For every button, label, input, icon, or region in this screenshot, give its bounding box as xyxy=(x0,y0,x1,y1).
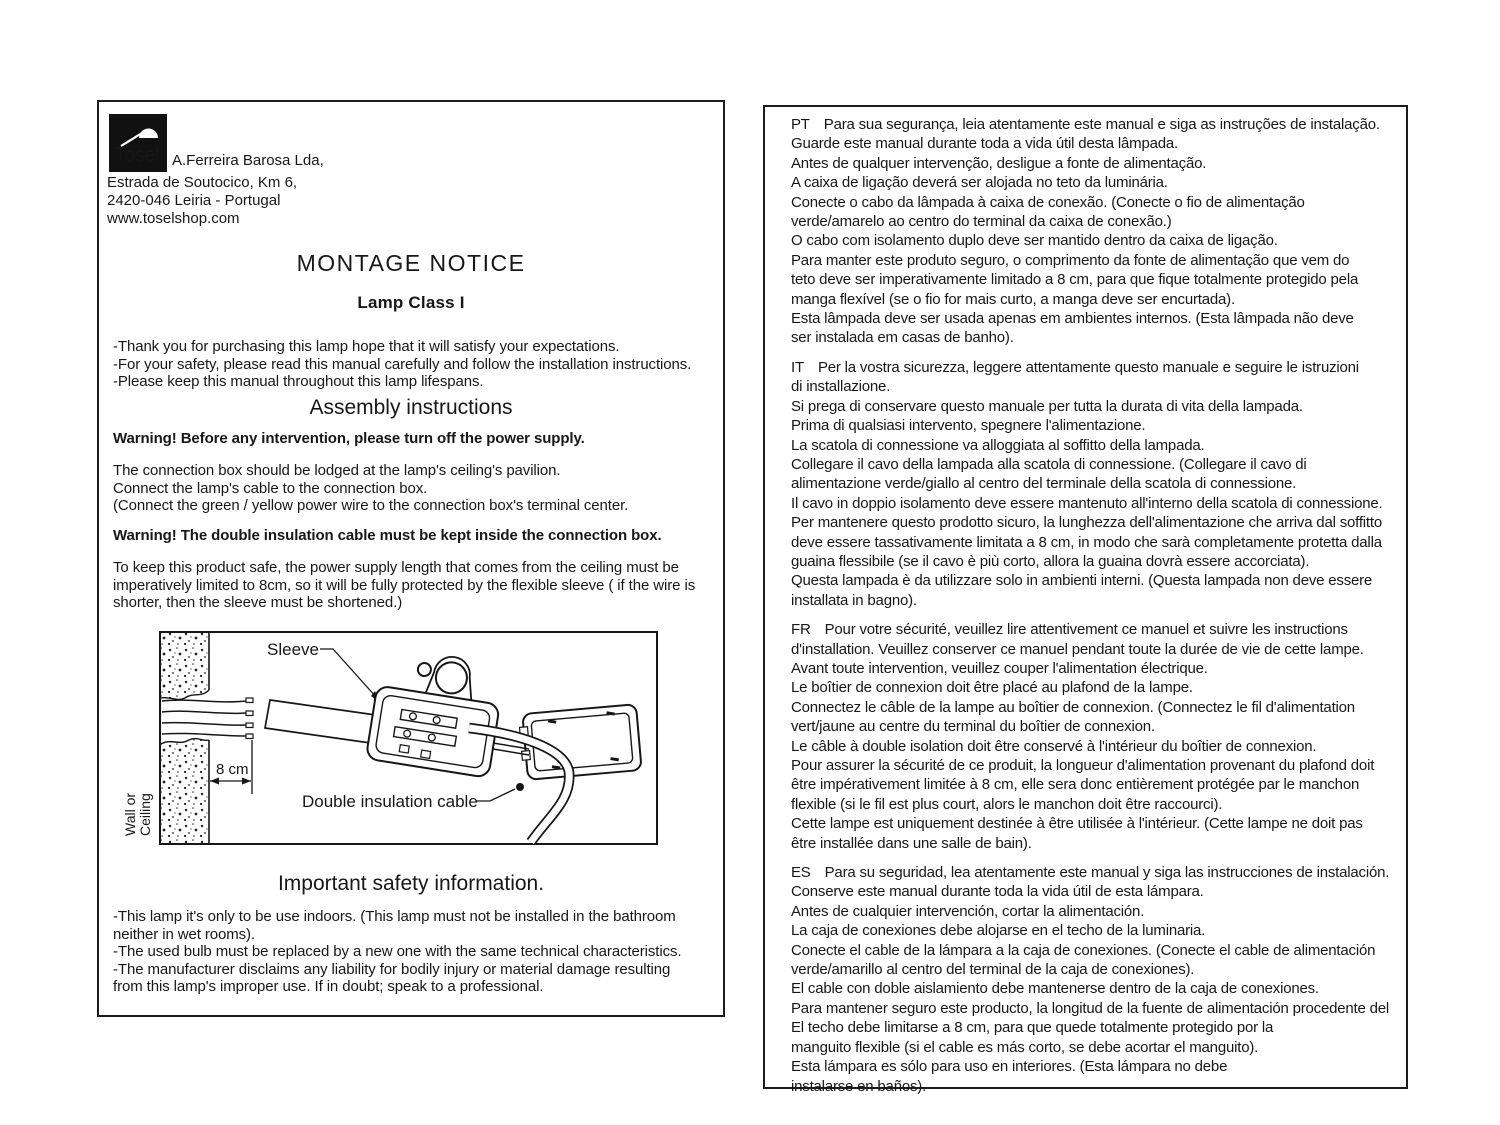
text-line: flexible (si le fil est plus court, alors le manchon doit être raccourci). xyxy=(791,795,1223,813)
sleeve-label: Sleeve xyxy=(267,640,319,659)
text-line: alimentazione verde/giallo al centro del terminale della scatola di connessione. xyxy=(791,475,1297,493)
text-line: Antes de cualquier intervención, cortar la alimentación. xyxy=(791,902,1145,920)
text-line: Collegare il cavo della lampada alla scatola di connessione. (Collegare il cavo di xyxy=(791,455,1307,473)
text-line: être installée dans une salle de bain). xyxy=(791,834,1032,852)
cable-label: Double insulation cable xyxy=(302,792,478,811)
text-line: Connect the lamp's cable to the connection box. xyxy=(113,479,428,497)
text-line: -This lamp it's only to be use indoors. (This lamp must not be installed in the bathroom xyxy=(113,908,676,925)
safety-paragraph xyxy=(113,908,681,996)
text-line: -Please keep this manual throughout this lamp lifespans. xyxy=(113,373,484,391)
tosel-logo-icon xyxy=(109,114,167,172)
section-first-line: Para su seguridad, lea atentamente este manual y siga las instrucciones de instalación. xyxy=(824,864,1390,882)
logo-text: Tosel xyxy=(115,145,160,166)
text-line: O cabo com isolamento duplo deve ser mantido dentro da caixa de ligação. xyxy=(791,232,1278,250)
language-code: ES xyxy=(791,864,811,882)
dimension-label: 8 cm xyxy=(216,761,249,778)
section-first-line: Para sua segurança, leia atentamente este manual e siga as instruções de instalação. xyxy=(823,116,1380,133)
intro-paragraph xyxy=(113,338,691,391)
text-line: deve essere tassativamente limitata a 8 cm, in modo che sarà completamente protetta dalla xyxy=(791,533,1382,551)
text-line: Avant toute intervention, veuillez couper l'alimentation électrique. xyxy=(791,659,1208,677)
text-line: être impérativement limitée à 8 cm, elle sera donc entièrement protégée par le manchon xyxy=(791,776,1360,794)
text-line: neither in wet rooms). xyxy=(113,925,256,943)
company-address xyxy=(107,174,297,228)
text-line: teto deve ser imperativamente limitado a 8 cm, para que fique totalmente protegido pela xyxy=(791,271,1359,289)
safety-heading: Important safety information. xyxy=(277,872,545,895)
installation-diagram xyxy=(119,630,659,852)
text-line: from this lamp's improper use. If in doubt; speak to a professional. xyxy=(113,978,544,996)
text-line: Per mantenere questo prodotto sicuro, la lunghezza dell'alimentazione che arriva dal soffitto xyxy=(791,514,1383,532)
text-line: shorter, then the sleeve must be shortened.) xyxy=(113,594,403,612)
text-line xyxy=(791,620,1390,639)
text-line: -Thank you for purchasing this lamp hope that it will satisfy your expectations. xyxy=(113,338,620,355)
text-line: Si prega di conservare questo manuale per tutta la durata di vita della lampada. xyxy=(791,397,1303,415)
sleeve-leader-line xyxy=(320,649,377,698)
cable-leader-line xyxy=(476,789,515,801)
terminal-screw-icon xyxy=(403,730,411,738)
installation-diagram-drawing xyxy=(119,630,659,847)
text-line: www.toselshop.com xyxy=(107,210,240,227)
text-line: instalarse en baños). xyxy=(791,1077,927,1095)
section-lines xyxy=(791,377,1390,610)
text-line: Il cavo in doppio isolamento deve essere mantenuto all'interno della scatola di connessione. xyxy=(791,494,1383,512)
text-line: El techo debe limitarse a 8 cm, para que quede totalmente protegido por la xyxy=(791,1019,1274,1037)
terminal-screw-icon xyxy=(428,734,436,742)
assembly-heading: Assembly instructions xyxy=(309,396,513,419)
text-line: Para mantener seguro este producto, la longitud de la fuente de alimentación procedente del xyxy=(791,999,1390,1017)
section-first-line: Pour votre sécurité, veuillez lire attentivement ce manuel et suivre les instructions xyxy=(824,621,1348,639)
text-line: La caja de conexiones debe alojarse en el techo de la luminaria. xyxy=(791,922,1206,940)
cable-pointer-dot xyxy=(516,783,524,791)
text-line: ser instalada em casas de banho). xyxy=(791,329,1014,347)
text-line: (Connect the green / yellow power wire to the connection box's terminal center. xyxy=(113,497,629,515)
page-title: MONTAGE NOTICE xyxy=(296,250,526,276)
supply-length-paragraph xyxy=(113,559,695,612)
section-italian xyxy=(791,358,1390,610)
text-line: Conecte o cabo da lâmpada à caixa de conexão. (Conecte o fio de alimentação xyxy=(791,193,1305,211)
translations-panel xyxy=(763,105,1408,1095)
text-line: To keep this product safe, the power supply length that comes from the ceiling must be xyxy=(113,559,679,576)
text-line: Esta lâmpada deve ser usada apenas em ambientes internos. (Esta lâmpada não deve xyxy=(791,310,1354,328)
text-line: Guarde este manual durante toda a vida útil desta lâmpada. xyxy=(791,135,1178,153)
wall-or-ceiling-label: Wall or Ceiling xyxy=(122,792,153,836)
section-first-line: Per la vostra sicurezza, leggere attentamente questo manuale e seguire le istruzioni xyxy=(817,358,1359,376)
text-line: -The used bulb must be replaced by a new one with the same technical characteristics. xyxy=(113,943,682,961)
text-line: The connection box should be lodged at the lamp's ceiling's pavilion. xyxy=(113,462,561,479)
text-line: Conserve este manual durante toda la vida útil de esta lámpara. xyxy=(791,883,1204,901)
small-ring-icon xyxy=(417,662,432,677)
text-line: Esta lámpara es sólo para uso en interiores. (Esta lámpara no debe xyxy=(791,1058,1228,1076)
lamp-class-subtitle: Lamp Class I xyxy=(357,293,465,312)
language-code: IT xyxy=(791,358,804,376)
connection-box xyxy=(366,646,506,778)
section-spanish xyxy=(791,863,1390,1096)
text-line: Le câble à double isolation doit être conservé à l'intérieur du boîtier de connexion. xyxy=(791,737,1317,755)
text-line: d'installation. Veuillez conserver ce manuel pendant toute la durée de vie de cette lampe. xyxy=(791,640,1364,658)
terminal-screw-icon xyxy=(433,716,441,724)
text-line: Estrada de Soutocico, Km 6, xyxy=(107,174,298,191)
text-line: Para manter este produto seguro, o comprimento da fonte de alimentação que vem do xyxy=(791,251,1350,269)
wall-hatch xyxy=(161,633,209,843)
text-line: -The manufacturer disclaims any liability for bodily injury or material damage resulting xyxy=(113,960,671,978)
section-lines xyxy=(791,134,1390,347)
text-line xyxy=(791,115,1390,134)
text-line: manguito flexible (si el cable es más corto, se debe acortar el manguito). xyxy=(791,1038,1259,1056)
text-line: manga flexível (se o fio for mais curto, a manga deve ser encurtada). xyxy=(791,290,1235,308)
text-line: di installazione. xyxy=(791,378,891,396)
text-line: imperatively limited to 8cm, so it will be fully protected by the flexible sleeve ( if the wire is xyxy=(113,576,696,594)
text-line: A caixa de ligação deverá ser alojada no teto da luminária. xyxy=(791,174,1168,192)
text-line: verde/amarelo ao centro do terminal da caixa de conexão.) xyxy=(791,213,1172,231)
left-instructions-panel xyxy=(97,100,725,1017)
dimension-8cm xyxy=(210,740,252,794)
text-line: Prima di qualsiasi intervento, spegnere l'alimentazione. xyxy=(791,417,1146,435)
text-line: Questa lampada è da utilizzare solo in ambienti interni. (Questa lampada non deve essere xyxy=(791,572,1373,590)
company-name: A.Ferreira Barosa Lda, xyxy=(172,152,324,169)
text-line: El cable con doble aislamiento debe mantenerse dentro de la caja de conexiones. xyxy=(791,980,1319,998)
text-line: Conecte el cable de la lámpara a la caja de conexiones. (Conecte el cable de alimentación xyxy=(791,941,1376,959)
section-lines xyxy=(791,640,1390,853)
text-line: La scatola di connessione va alloggiata al soffitto della lampada. xyxy=(791,436,1205,454)
text-line xyxy=(791,358,1390,377)
terminal-foot xyxy=(421,750,431,758)
terminal-foot xyxy=(399,745,409,753)
text-line: Pour assurer la sécurité de ce produit, la longueur d'alimentation provenant du plafond doit xyxy=(791,757,1375,774)
text-line: Le boîtier de connexion doit être placé au plafond de la lampe. xyxy=(791,679,1193,697)
text-line: Antes de qualquer intervenção, desligue a fonte de alimentação. xyxy=(791,154,1207,172)
tosel-logo xyxy=(109,114,167,172)
text-line xyxy=(791,863,1390,882)
section-french xyxy=(791,620,1390,853)
text-line: vert/jaune au centre du terminal du boîtier de connexion. xyxy=(791,718,1155,736)
connection-paragraph xyxy=(113,462,628,515)
text-line: guaina flessibile (se il cavo è più corto, allora la guaina dovrà essere accorciata). xyxy=(791,552,1310,570)
terminal-screw-icon xyxy=(409,712,417,720)
section-portuguese xyxy=(791,115,1390,348)
warning-insulation: Warning! The double insulation cable must be kept inside the connection box. xyxy=(113,527,662,544)
text-line: installata in bagno). xyxy=(791,591,917,609)
text-line: -For your safety, please read this manual carefully and follow the installation instructions. xyxy=(113,355,692,373)
text-line: Connectez le câble de la lampe au boîtier de connexion. (Connectez le fil d'alimentation xyxy=(791,698,1355,716)
text-line: verde/amarillo al centro del terminal de la caja de conexiones). xyxy=(791,961,1195,979)
warning-power-supply: Warning! Before any intervention, please turn off the power supply. xyxy=(113,430,585,447)
text-line: 2420-046 Leiria - Portugal xyxy=(107,192,281,209)
language-code: FR xyxy=(791,621,811,639)
section-lines xyxy=(791,882,1390,1095)
language-code: PT xyxy=(791,116,810,133)
supply-wires xyxy=(162,698,253,739)
text-line: Cette lampe est uniquement destinée à être utilisée à l'intérieur. (Cette lampe ne doit pas xyxy=(791,815,1363,833)
